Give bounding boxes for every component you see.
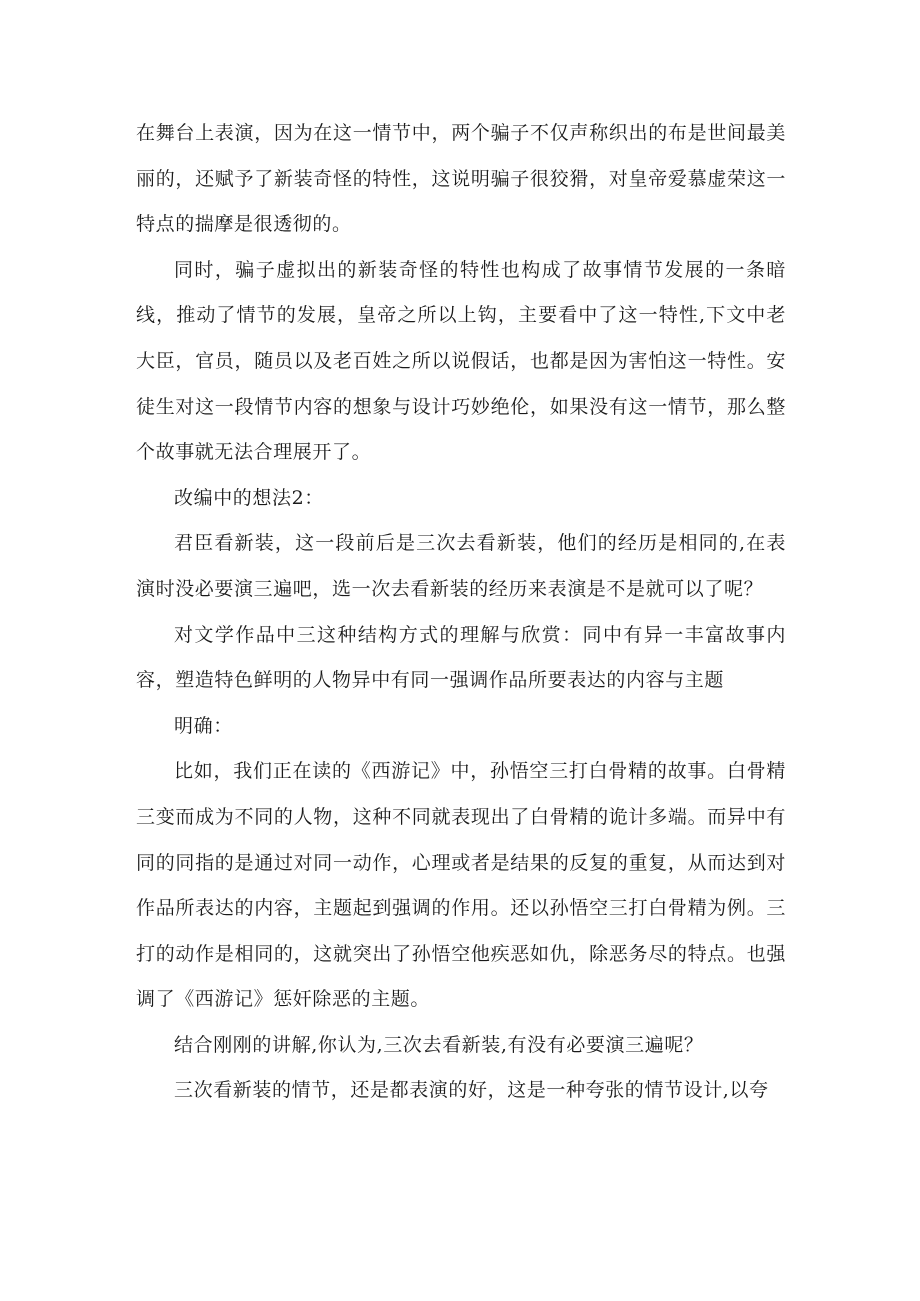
paragraph-structure-appreciation: 对文学作品中三这种结构方式的理解与欣赏：同中有异一丰富故事内容，塑造特色鲜明的人物异中有同一强调作品所要表达的内容与主题 [136, 623, 786, 692]
paragraph-journey-west-example: 比如，我们正在读的《西游记》中，孙悟空三打白骨精的故事。白骨精三变而成为不同的人物，这种不同就表现出了白骨精的诡计多端。而异中有同的同指的是通过对同一动作，心理或者是结果的反复的重复，从而达到对作品所表达的内容，主题起到强调的作用。还以孙悟空三打白骨精为例。三打的动作是相同的，这就突出了孙悟空他疾恶如仇，除恶务尽的特点。也强调了《西游记》惩奸除恶的主题。 [136, 760, 786, 1011]
paragraph-clarify-label: 明确： [174, 714, 233, 737]
paragraph-continuation: 在舞台上表演，因为在这一情节中，两个骗子不仅声称织出的布是世间最美丽的，还赋予了新装奇怪的特性，这说明骗子很狡猾，对皇帝爱慕虚荣这一特点的揣摩是很透彻的。 [136, 122, 786, 236]
paragraph-hidden-thread: 同时，骗子虚拟出的新装奇怪的特性也构成了故事情节发展的一条暗线，推动了情节的发展，皇帝之所以上钩，主要看中了这一特性,下文中老大臣，官员，随员以及老百姓之所以说假话，也都是因为害怕这一特性。安徒生对这一段情节内容的想象与设计巧妙绝伦，如果没有这一情节，那么整个故事就无法合理展开了。 [136, 258, 786, 464]
paragraph-answer-start: 三次看新装的情节，还是都表演的好，这是一种夸张的情节设计,以夸 [174, 1079, 769, 1102]
section-heading-idea-2: 改编中的想法2： [174, 486, 324, 509]
body-text [136, 111, 786, 1114]
paragraph-discussion-question: 结合刚刚的讲解,你认为,三次去看新装,有没有必要演三遍呢？ [174, 1033, 704, 1056]
paragraph-three-visits-question: 君臣看新装，这一段前后是三次去看新装，他们的经历是相同的,在表演时没必要演三遍吧，选一次去看新装的经历来表演是不是就可以了呢？ [136, 532, 786, 600]
